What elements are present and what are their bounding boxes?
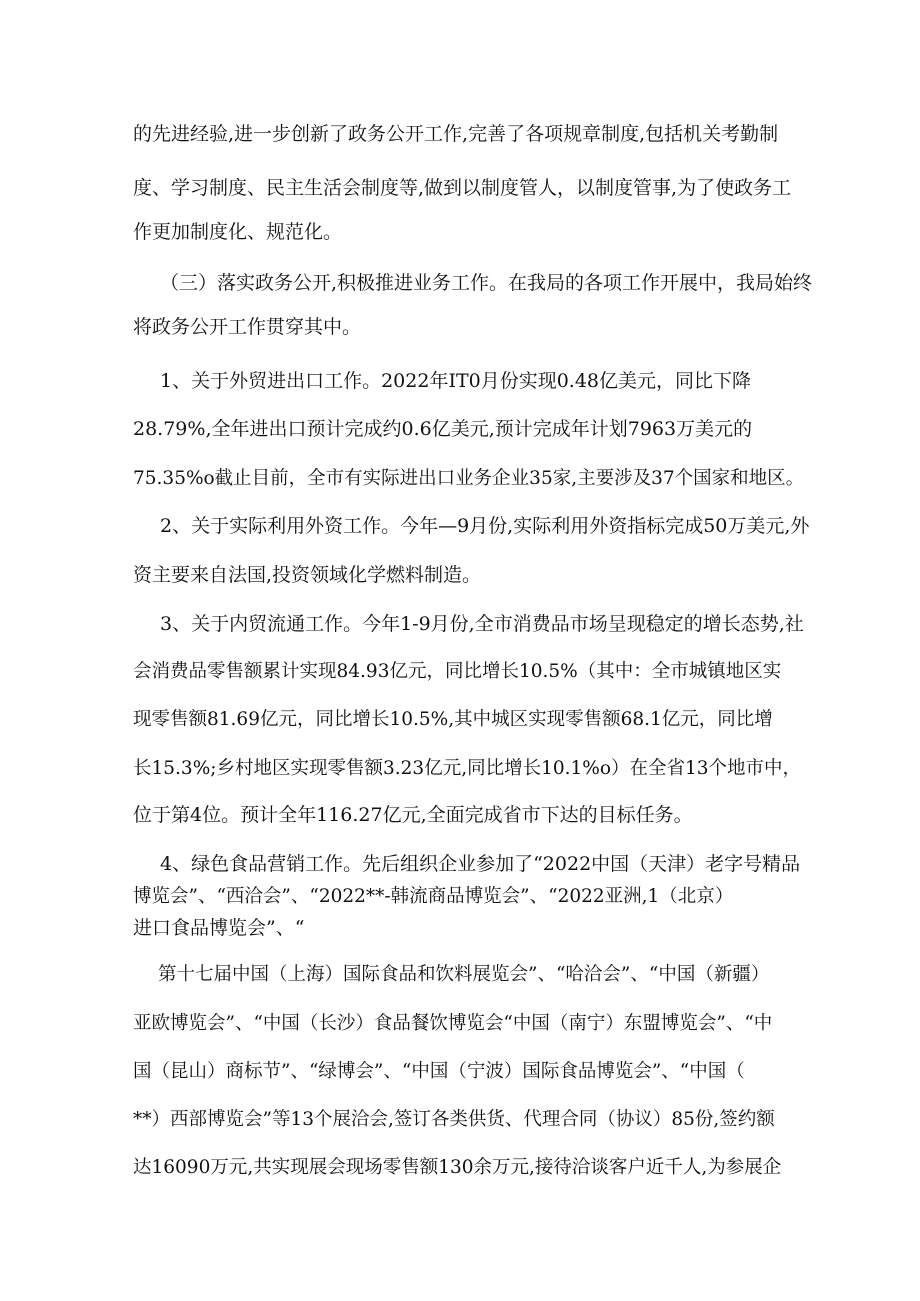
text-line-5: 将政务公开工作贯穿其中。 [133, 316, 362, 338]
text-line-17: 博览会”、“西洽会”、“2022**-韩流商品博览会”、“2022亚洲,1（北京） [133, 886, 734, 907]
text-line-21: 国（昆山）商标节”、“绿博会”、“中国（宁波）国际食品博览会”、“中国（ [133, 1061, 745, 1082]
text-line-10: 资主要来自法国,投资领域化学燃料制造。 [133, 564, 482, 586]
text-line-22: **）西部博览会”等13个展洽会,签订各类供货、代理合同（协议）85份,签约额 [133, 1109, 775, 1130]
text-line-16: 4、绿色食品营销工作。先后组织企业参加了“2022中国（天津）老字号精品 [160, 853, 801, 875]
text-line-1: 的先进经验,进一步创新了政务公开工作,完善了各项规章制度,包括机关考勤制 [133, 123, 779, 145]
text-line-3: 作更加制度化、规范化。 [133, 221, 343, 243]
text-line-9: 2、关于实际利用外资工作。今年—9月份,实际利用外资指标完成50万美元,外 [160, 515, 810, 537]
text-line-11: 3、关于内贸流通工作。今年1-9月份,全市消费品市场呈现稳定的增长态势,社 [160, 613, 804, 635]
section-heading-3: （三）落实政务公开,积极推进业务工作。在我局的各项工作开展中，我局始终 [160, 272, 813, 294]
text-line-8: 75.35%o截止目前，全市有实际进出口业务企业35家,主要涉及37个国家和地区。 [133, 468, 805, 489]
text-line-13: 现零售额81.69亿元，同比增长10.5%,其中城区实现零售额68.1亿元，同比增 [133, 709, 773, 730]
text-line-23: 达16090万元,共实现展会现场零售额130余万元,接待洽谈客户近千人,为参展企 [133, 1157, 782, 1178]
text-line-14: 长15.3%;乡村地区实现零售额3.23亿元,同比增长10.1%o）在全省13个地市中， [133, 758, 802, 779]
text-line-6: 1、关于外贸进出口工作。2022年IT0月份实现0.48亿美元，同比下降 [160, 370, 752, 392]
text-line-18: 进口食品博览会”、“ [133, 917, 305, 939]
text-line-19: 第十七届中国（上海）国际食品和饮料展览会”、“哈洽会”、“中国（新疆） [158, 964, 770, 985]
text-line-20: 亚欧博览会”、“中国（长沙）食品餐饮博览会“中国（南宁）东盟博览会”、“中 [133, 1013, 773, 1034]
text-line-7: 28.79%,全年进出口预计完成约0.6亿美元,预计完成年计划7963万美元的 [133, 418, 753, 440]
text-line-2: 度、学习制度、民主生活会制度等,做到以制度管人，以制度管事,为了使政务工 [133, 177, 792, 199]
text-line-15: 位于第4位。预计全年116.27亿元,全面完成省市下达的目标任务。 [133, 804, 693, 826]
text-line-12: 会消费品零售额累计实现84.93亿元，同比增长10.5%（其中：全市城镇地区实 [133, 661, 782, 682]
